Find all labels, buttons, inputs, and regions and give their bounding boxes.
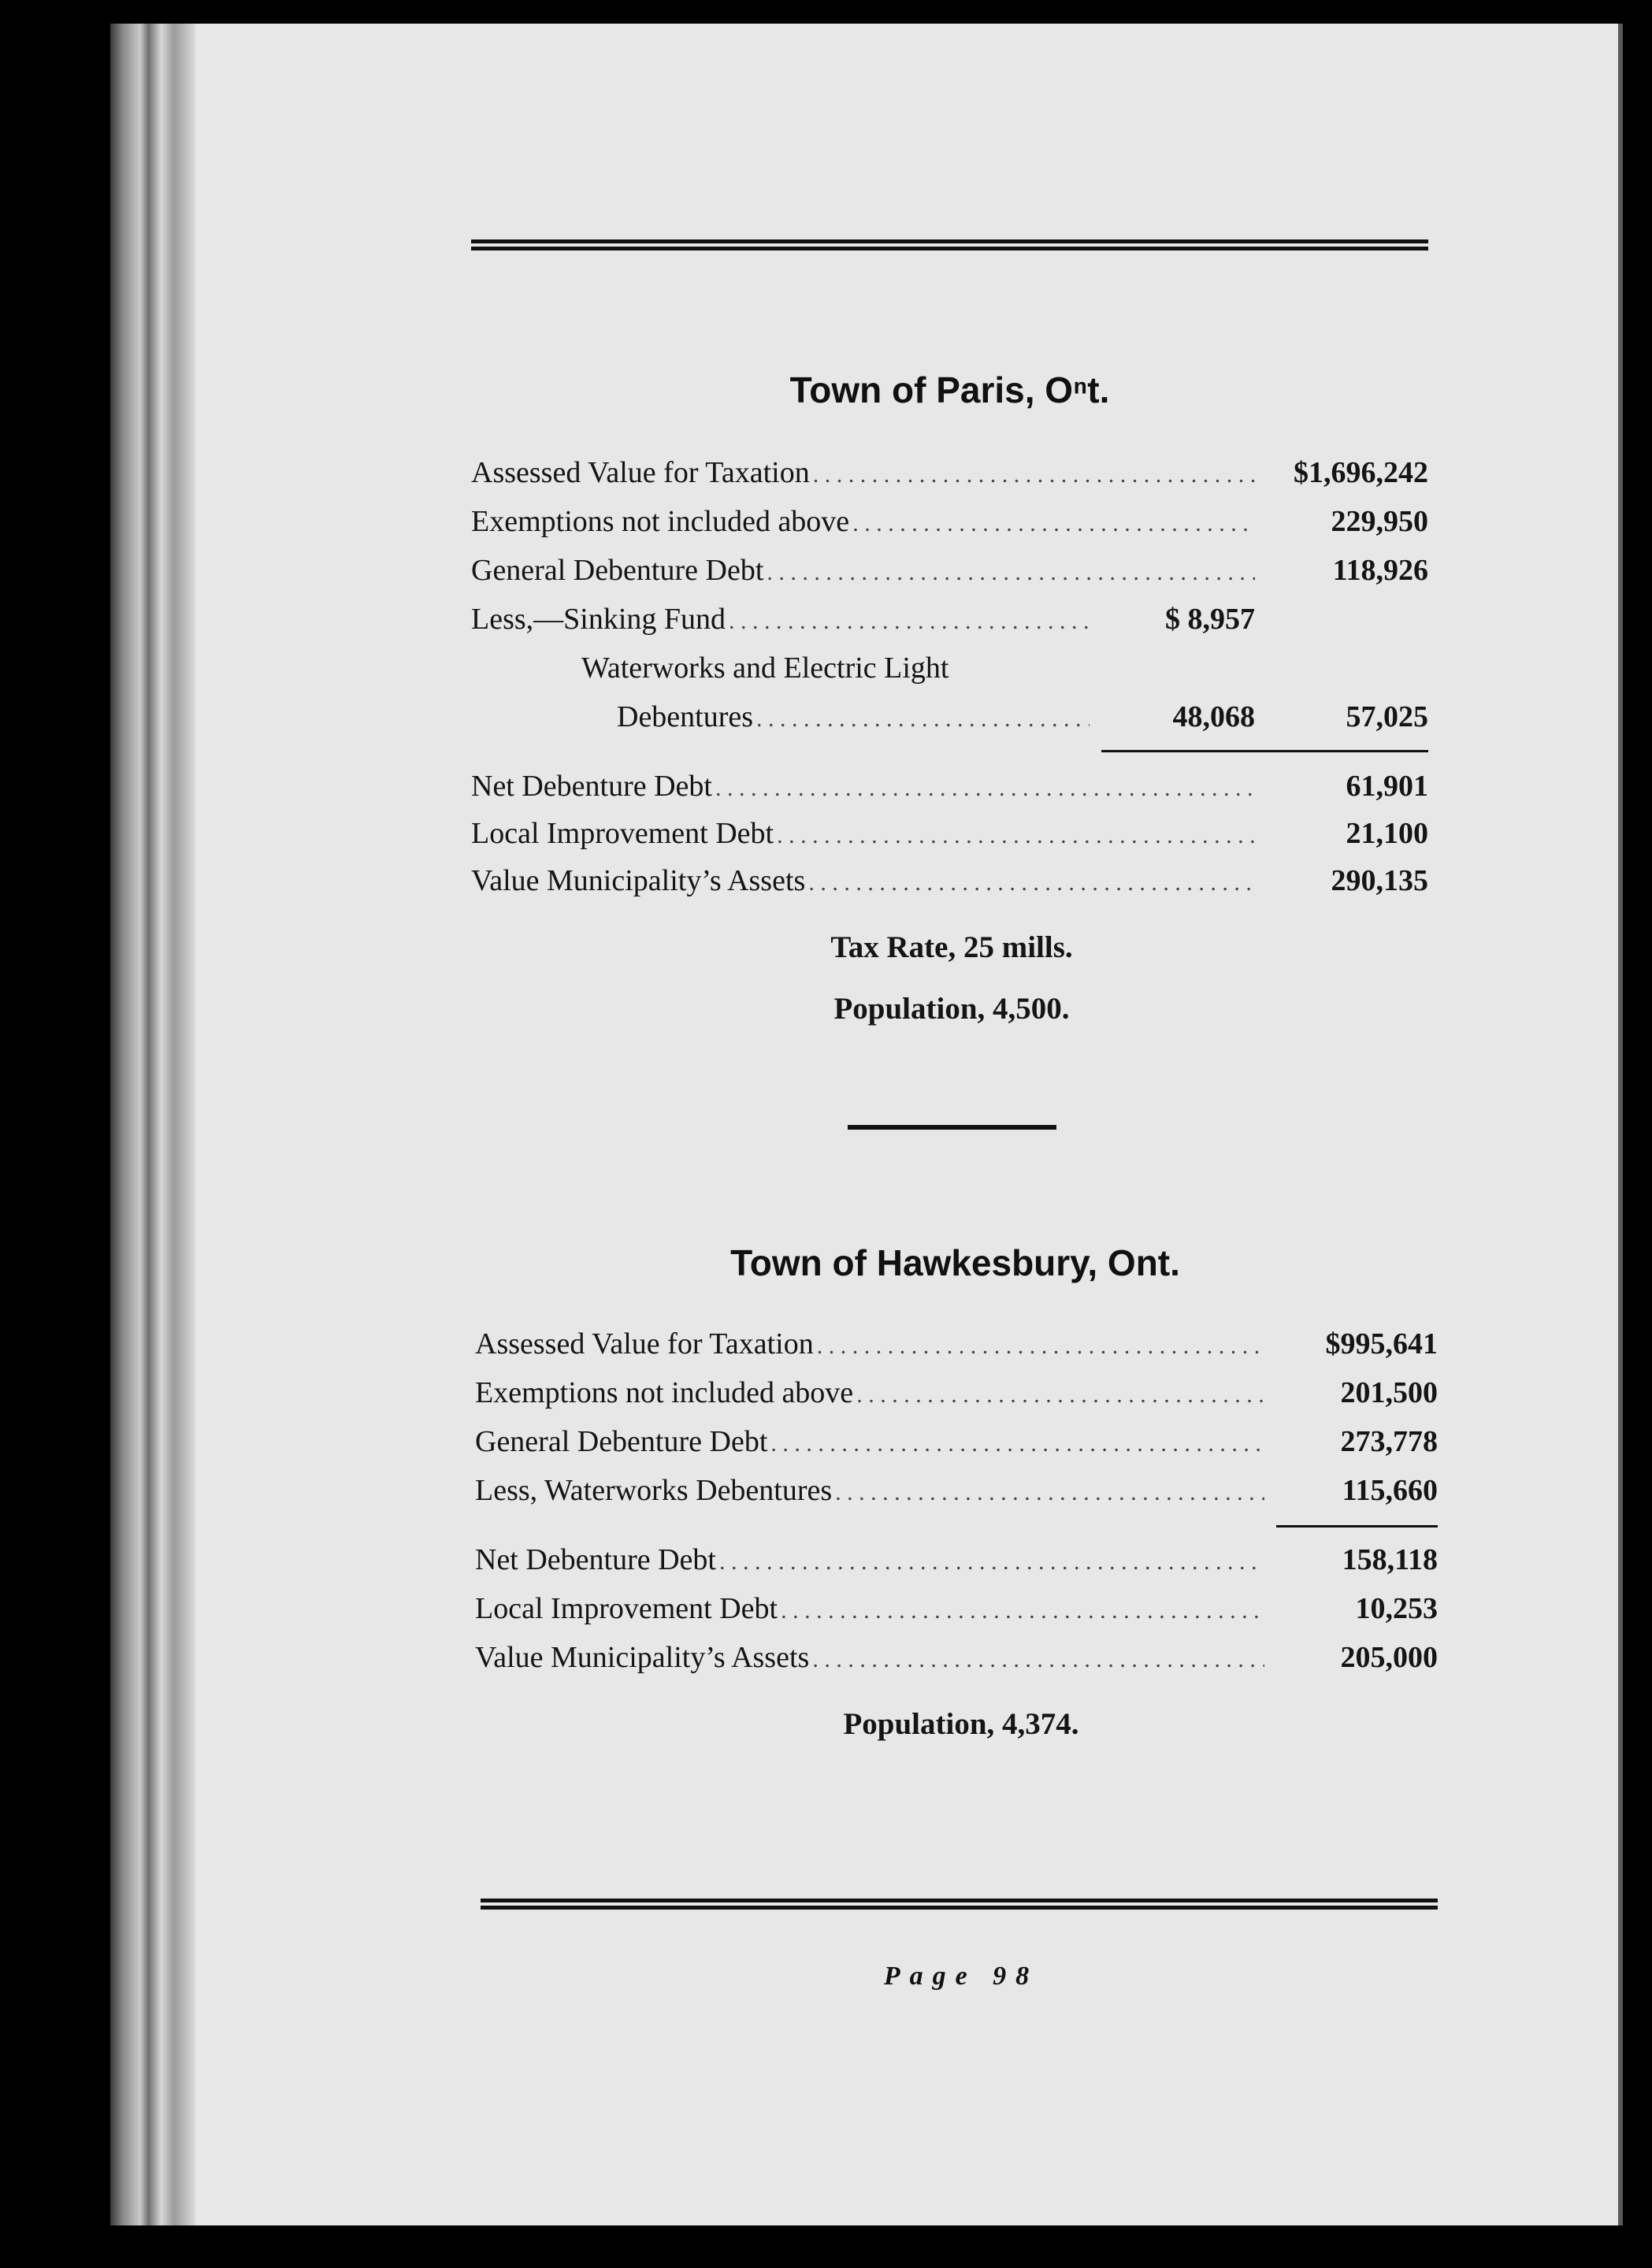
row-value: 201,500: [1340, 1376, 1438, 1409]
paris-row-waterworks: [581, 651, 1428, 690]
row-label: Value Municipality’s Assets: [475, 1641, 810, 1674]
hawkesbury-row-general-debenture: [475, 1424, 1438, 1464]
section-heading-paris: Town of Paris, Oⁿt.: [789, 369, 1110, 410]
row-value: 205,000: [1340, 1641, 1438, 1674]
paris-tax-rate: Tax Rate, 25 mills.: [830, 930, 1073, 964]
row-value: 61,901: [1346, 770, 1428, 803]
hawkesbury-row-assessed: [475, 1327, 1438, 1366]
hawkesbury-row-net-debenture: [475, 1542, 1438, 1582]
row-value: $995,641: [1325, 1327, 1438, 1360]
row-label: Assessed Value for Taxation: [475, 1327, 814, 1360]
top-double-rule: [471, 239, 1428, 251]
row-label: Exemptions not included above: [475, 1376, 854, 1409]
paris-row-assets: [471, 863, 1428, 903]
hawkesbury-row-local-improvement: [475, 1591, 1438, 1631]
hawkesbury-row-waterworks: [475, 1473, 1438, 1513]
row-label: General Debenture Debt: [475, 1425, 768, 1458]
paris-row-exemptions: [471, 504, 1428, 544]
row-value: $1,696,242: [1294, 456, 1428, 489]
paris-row-sinking-fund: [471, 602, 1428, 641]
section-divider: [848, 1125, 1056, 1130]
page-right-edge: [1618, 24, 1623, 2225]
hawkesbury-row-exemptions: [475, 1375, 1438, 1415]
row-label: Value Municipality’s Assets: [471, 864, 806, 897]
row-value: 158,118: [1342, 1543, 1438, 1576]
row-value: 273,778: [1340, 1425, 1438, 1458]
page-binding-edge: [110, 24, 195, 2225]
row-label: Local Improvement Debt: [471, 817, 774, 850]
row-label: General Debenture Debt: [471, 554, 764, 587]
hawkesbury-population: Population, 4,374.: [843, 1707, 1079, 1741]
row-label: Less,—Sinking Fund: [471, 603, 726, 636]
paris-sum-rule: [1101, 750, 1428, 752]
hawkesbury-sum-rule: [1276, 1525, 1438, 1527]
row-label: Exemptions not included above: [471, 505, 850, 538]
section-heading-hawkesbury: Town of Hawkesbury, Ont.: [730, 1242, 1180, 1283]
row-value: 10,253: [1355, 1592, 1438, 1625]
row-value: 57,025: [1346, 700, 1428, 733]
row-label: Local Improvement Debt: [475, 1592, 778, 1625]
page-number: Page 98: [883, 1962, 1039, 1991]
row-label: Debentures: [617, 700, 754, 733]
row-label: Less, Waterworks Debentures: [475, 1474, 833, 1507]
paris-row-assessed: [471, 455, 1428, 495]
row-value: 21,100: [1346, 817, 1428, 850]
row-value: 115,660: [1342, 1474, 1438, 1507]
paris-row-debentures: [617, 700, 1428, 739]
row-label: Waterworks and Electric Light: [581, 651, 949, 685]
paris-row-local-improvement: [471, 816, 1428, 856]
row-value: 290,135: [1331, 864, 1428, 897]
hawkesbury-row-assets: [475, 1640, 1438, 1680]
row-label: Net Debenture Debt: [475, 1543, 716, 1576]
row-value: 118,926: [1332, 554, 1428, 587]
row-subvalue: 48,068: [1172, 700, 1255, 733]
row-value: 229,950: [1331, 505, 1428, 538]
row-label: Net Debenture Debt: [471, 770, 712, 803]
paris-row-net-debenture: [471, 769, 1428, 808]
row-label: Assessed Value for Taxation: [471, 456, 810, 489]
bottom-double-rule: [481, 1899, 1438, 1910]
row-subvalue: $ 8,957: [1165, 603, 1255, 636]
paris-row-general-debenture: [471, 553, 1428, 592]
paris-population: Population, 4,500.: [833, 992, 1070, 1026]
